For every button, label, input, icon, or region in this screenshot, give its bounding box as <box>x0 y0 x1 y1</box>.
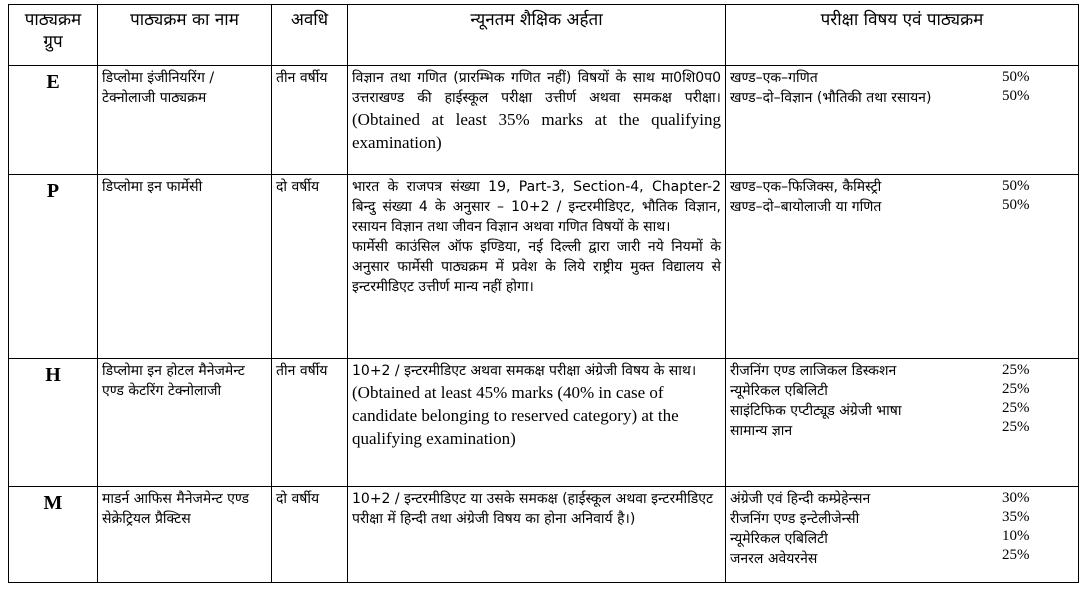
header-course-name: पाठ्यक्रम का नाम <box>98 5 272 66</box>
qualification-text: विज्ञान तथा गणित (प्रारम्भिक गणित नहीं) विषयों के साथ मा0शि0प0 उत्तराखण्ड की हाईस्कूल परीक्षा उत्तीर्ण अथवा समकक्ष परीक्षा। <box>352 70 721 106</box>
header-exam-subjects: परीक्षा विषय एवं पाठ्यक्रम <box>726 5 1079 66</box>
header-qualification: न्यूनतम शैक्षिक अर्हता <box>348 5 726 66</box>
table-row <box>9 66 1079 175</box>
subject-percentage: 50% <box>1002 88 1030 104</box>
subject-item: न्यूमेरिकल एबिलिटी <box>730 383 828 399</box>
subject-item: साइंटिफिक एप्टीट्यूड अंग्रेजी भाषा <box>730 403 902 419</box>
subject-percentage: 50% <box>1002 197 1030 213</box>
table-row <box>9 359 1079 487</box>
header-row <box>9 5 1079 66</box>
subject-item: सामान्य ज्ञान <box>730 423 793 439</box>
table-row <box>9 487 1079 583</box>
qualification-text: 10+2 / इन्टरमीडिएट अथवा समकक्ष परीक्षा अंग्रेजी विषय के साथ। <box>352 363 697 379</box>
duration: तीन वर्षीय <box>272 359 348 487</box>
subject-item: खण्ड–एक–गणित <box>730 70 818 86</box>
subject-item: खण्ड–दो–बायोलाजी या गणित <box>730 199 882 215</box>
qualification-text: भारत के राजपत्र संख्या 19, Part-3, Section-4, Chapter-2 बिन्दु संख्या 4 के अनुसार – 10+2 / इन्टरमीडिएट, भौतिक विज्ञान, रसायन विज्ञान तथा जीवन विज्ञान अथवा गणित विषयों के साथ। <box>352 179 721 235</box>
qualification-note: फार्मेसी काउंसिल ऑफ इण्डिया, नई दिल्ली द्वारा जारी नये नियमों के अनुसार फार्मेसी पाठ्यक्रम में प्रवेश के लिये राष्ट्रीय मुक्त विद्यालय से इन्टरमीडिएट उत्तीर्ण मान्य नहीं होगा। <box>352 239 721 295</box>
header-duration: अवधि <box>272 5 348 66</box>
subject-item: न्यूमेरिकल एबिलिटी <box>730 531 828 547</box>
subject-item: रीजनिंग एण्ड इन्टेलीजेन्सी <box>730 511 860 527</box>
subject-percentage: 35% <box>1002 509 1030 525</box>
exam-subjects <box>726 359 1079 487</box>
course-name: डिप्लोमा इन होटल मैनेजमेन्ट एण्ड केटरिंग टेक्नोलाजी <box>98 359 272 487</box>
exam-subjects <box>726 66 1079 175</box>
table-row <box>9 175 1079 359</box>
qualification <box>348 66 726 175</box>
subject-percentage: 25% <box>1002 381 1030 397</box>
group-code: P <box>9 175 98 359</box>
group-code: H <box>9 359 98 487</box>
course-name: माडर्न आफिस मैनेजमेन्ट एण्ड सेक्रेट्रियल प्रैक्टिस <box>98 487 272 583</box>
group-code: M <box>9 487 98 583</box>
duration: दो वर्षीय <box>272 175 348 359</box>
subject-percentage: 30% <box>1002 490 1030 506</box>
qualification <box>348 359 726 487</box>
subject-item: अंग्रेजी एवं हिन्दी कम्प्रेहेन्सन <box>730 491 871 507</box>
qualification <box>348 175 726 359</box>
header-group: पाठ्यक्रम ग्रुप <box>9 5 98 66</box>
qualification-english-note: (Obtained at least 35% marks at the qualifying examination) <box>352 110 721 152</box>
subject-item: रीजनिंग एण्ड लाजिकल डिस्कशन <box>730 363 897 379</box>
subject-item: खण्ड–एक–फिजिक्स, कैमिस्ट्री <box>730 179 882 195</box>
duration: तीन वर्षीय <box>272 66 348 175</box>
course-name: डिप्लोमा इंजीनियरिंग / टेक्नोलाजी पाठ्यक्रम <box>98 66 272 175</box>
duration: दो वर्षीय <box>272 487 348 583</box>
course-name: डिप्लोमा इन फार्मेसी <box>98 175 272 359</box>
subject-percentage: 50% <box>1002 69 1030 85</box>
qualification-english-note: (Obtained at least 45% marks (40% in case of candidate belonging to reserved category) at the qualifying examination) <box>352 383 679 448</box>
subject-percentage: 50% <box>1002 178 1030 194</box>
subject-percentage: 25% <box>1002 547 1030 563</box>
exam-subjects <box>726 487 1079 583</box>
subject-item: जनरल अवेयरनेस <box>730 551 818 567</box>
group-code: E <box>9 66 98 175</box>
subject-percentage: 25% <box>1002 362 1030 378</box>
subject-item: खण्ड–दो–विज्ञान (भौतिकी तथा रसायन) <box>730 90 932 106</box>
subject-percentage: 25% <box>1002 400 1030 416</box>
subject-percentage: 25% <box>1002 419 1030 435</box>
course-table <box>8 4 1079 583</box>
qualification: 10+2 / इन्टरमीडिएट या उसके समकक्ष (हाईस्कूल अथवा इन्टरमीडिएट परीक्षा में हिन्दी तथा अंग्रेजी विषय का होना अनिवार्य है।) <box>348 487 726 583</box>
subject-percentage: 10% <box>1002 528 1030 544</box>
exam-subjects <box>726 175 1079 359</box>
